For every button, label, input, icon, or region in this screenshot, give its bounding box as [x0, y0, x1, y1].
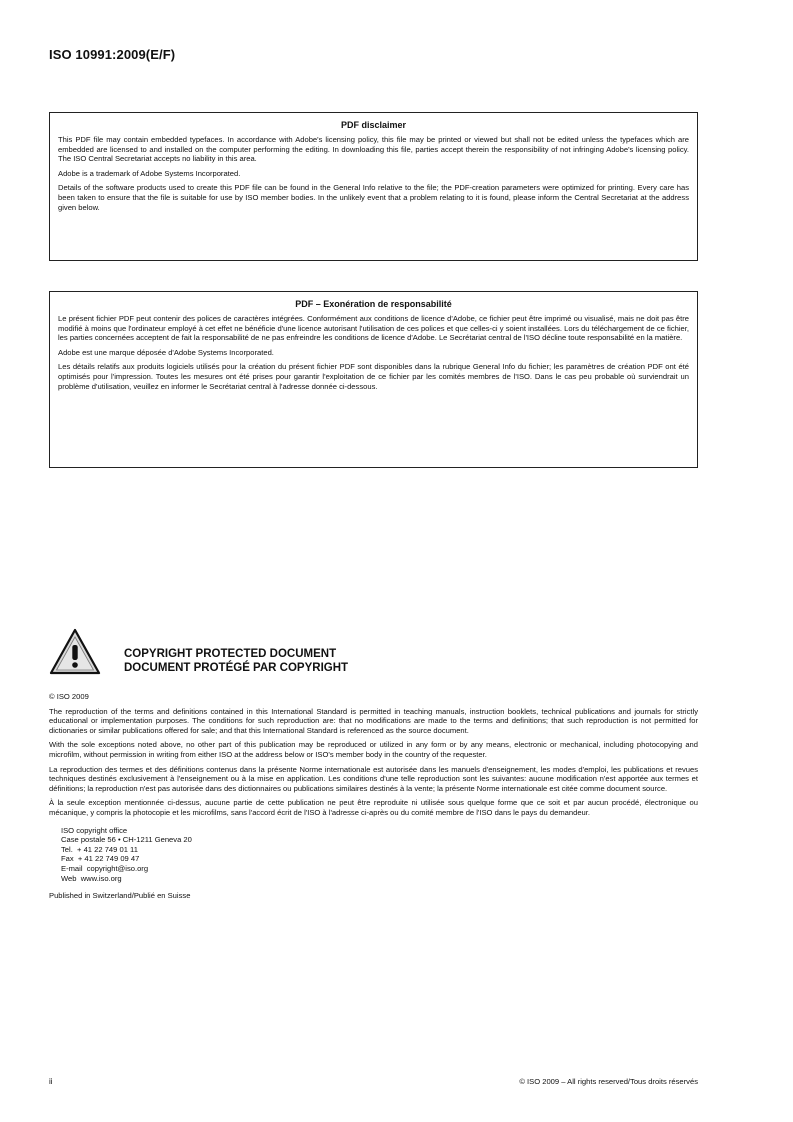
- disclaimer-fr-paragraph: Les détails relatifs aux produits logiciels utilisés pour la création du présent fichier PDF sont disponibles dans la rubrique General Info du fichier; les paramètres de création PDF ont été optimisés pour l'impression. Toutes les mesures ont été prises pour garantir l'exploitation de ce fichier par les comités membres de l'ISO. Dans le cas peu probable où surviendrait un problème d'utilisation, veuillez en informer le Secrétariat central à l'adresse donnée ci-dessous.: [58, 362, 689, 391]
- copyright-title-en: COPYRIGHT PROTECTED DOCUMENT: [124, 648, 337, 660]
- disclaimer-paragraph: Details of the software products used to create this PDF file can be found in the General Info relative to the file; the PDF-creation parameters were optimized for printing. Every care has been taken to ensure that the file is suitable for use by ISO member bodies. In the unlikely event that a problem relating to it is found, please inform the Central Secretariat at the address given below.: [58, 183, 689, 212]
- copyright-heading: [49, 628, 649, 678]
- warning-triangle-icon: [49, 628, 101, 676]
- published-in: Published in Switzerland/Publié en Suisse: [49, 891, 191, 901]
- footer-rights: © ISO 2009 – All rights reserved/Tous droits réservés: [519, 1077, 698, 1086]
- copyright-paragraph: À la seule exception mentionnée ci-dessus, aucune partie de cette publication ne peut être reproduite ni utilisée sous quelque forme que ce soit et par aucun procédé, électronique ou mécanique, y compris la photocopie et les microfilms, sans l'accord écrit de l'ISO à l'adresse ci-après ou du comité membre de l'ISO dans le pays du demandeur.: [49, 798, 698, 817]
- copyright-paragraph: La reproduction des termes et des définitions contenus dans la présente Norme internationale est autorisée dans les manuels d'enseignement, les modes d'emploi, les publications et revues techniques destinés exclusivement à l'enseignement ou à la mise en application. Les conditions d'une telle reproduction sont les suivantes: aucune modification n'est apportée aux termes et définitions; la reproduction n'est pas autorisée dans des dictionnaires ou publications similaires destinés à la vente; la présente Norme internationale est citée comme document source.: [49, 764, 698, 793]
- copyright-notice: © ISO 2009: [49, 692, 89, 701]
- page-number: ii: [49, 1077, 53, 1086]
- address-line: Tel. + 41 22 749 01 11: [61, 844, 138, 854]
- address-email: E-mail copyright@iso.org: [61, 863, 149, 873]
- copyright-body: [49, 692, 698, 900]
- pdf-disclaimer-box: [49, 112, 698, 261]
- address-line: ISO copyright office: [61, 825, 128, 835]
- disclaimer-title: PDF disclaimer: [340, 120, 407, 130]
- address-web: Web www.iso.org: [61, 873, 122, 883]
- address-line: Fax + 41 22 749 09 47: [61, 854, 140, 864]
- disclaimer-fr-paragraph: Le présent fichier PDF peut contenir des polices de caractères intégrées. Conformément aux conditions de licence d'Adobe, ce fichier peut être imprimé ou visualisé, mais ne doit pas être modifié à moins que l'ordinateur employé à cet effet ne bénéficie d'une licence autorisant l'utilisation de ces polices et que celles-ci y soient installées. Lors du téléchargement de ce fichier, les parties concernées acceptent de fait la responsabilité de ne pas enfreindre les conditions de licence d'Adobe. Le Secrétariat central de l'ISO décline toute responsabilité en la matière.: [58, 314, 689, 343]
- copyright-title-fr: DOCUMENT PROTÉGÉ PAR COPYRIGHT: [124, 662, 349, 674]
- disclaimer-paragraph: Adobe is a trademark of Adobe Systems Incorporated.: [58, 168, 241, 178]
- disclaimer-paragraph: This PDF file may contain embedded typefaces. In accordance with Adobe's licensing policy, this file may be printed or viewed but shall not be edited unless the typefaces which are embedded are licensed to and installed on the computer performing the editing. In downloading this file, parties accept therein the responsibility of not infringing Adobe's licensing policy. The ISO Central Secretariat accepts no liability in this area.: [58, 135, 689, 164]
- document-id: ISO 10991:2009(E/F): [49, 47, 176, 62]
- copyright-paragraph: The reproduction of the terms and definitions contained in this International Standard is permitted in teaching manuals, instruction booklets, technical publications and journals for strictly educational or implementation purposes. The conditions for such reproduction are: that no modifications are made to the terms and definitions; that such reproduction is not permitted for dictionaries or similar publications offered for sale; and that this International Standard is referenced as the source document.: [49, 706, 698, 735]
- copyright-paragraph: With the sole exceptions noted above, no other part of this publication may be reproduced or utilized in any form or by any means, electronic or mechanical, including photocopying and microfilm, without permission in writing from either ISO at the address below or ISO's member body in the country of the requester.: [49, 740, 698, 759]
- iso-address-block: [61, 826, 698, 884]
- pdf-disclaimer-fr-box: [49, 291, 698, 468]
- disclaimer-fr-title: PDF – Exonération de responsabilité: [295, 299, 452, 309]
- address-line: Case postale 56 • CH-1211 Geneva 20: [61, 835, 192, 845]
- disclaimer-fr-paragraph: Adobe est une marque déposée d'Adobe Systems Incorporated.: [58, 347, 274, 357]
